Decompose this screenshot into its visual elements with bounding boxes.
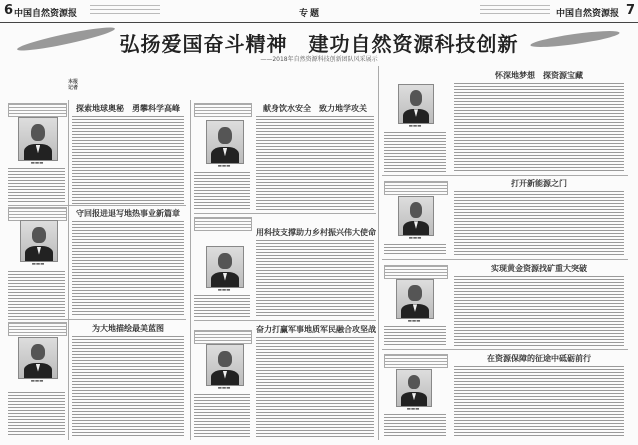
photo-caption: ▬▬▬	[31, 262, 45, 267]
article-text	[384, 244, 446, 256]
photo-caption: ▬▬▬	[217, 164, 231, 169]
portrait-photo	[398, 196, 434, 236]
article-text	[194, 295, 250, 317]
article-headline: 实现黄金资源找矿重大突破	[491, 263, 587, 273]
column-rule	[68, 100, 69, 440]
photo-caption: ▬▬▬	[30, 161, 44, 166]
article-text	[194, 172, 250, 210]
right-paper-name: 中国自然资源报	[556, 9, 620, 19]
profile-box	[8, 103, 67, 117]
profile-box	[194, 330, 252, 344]
column-rule	[190, 100, 191, 440]
article-text	[72, 336, 184, 437]
article-text	[8, 168, 65, 202]
article-text	[72, 116, 184, 204]
article-headline: 探索地球奥秘 勇攀科学高峰	[76, 103, 180, 113]
portrait-photo	[206, 344, 244, 386]
article-headline: 为大地描绘最美蓝图	[92, 323, 164, 333]
photo-caption: ▬▬▬	[30, 379, 44, 384]
portrait-photo	[18, 337, 58, 379]
article-headline: 打开新能源之门	[511, 178, 567, 188]
left-header-meta	[90, 5, 160, 17]
section-rule	[382, 259, 628, 260]
profile-box	[194, 217, 252, 231]
profile-box	[8, 207, 67, 221]
article-text	[454, 366, 624, 437]
profile-box	[8, 322, 67, 336]
article-text	[454, 191, 624, 256]
article-headline: 在资源保障的征途中砥砺前行	[487, 353, 591, 363]
portrait-photo	[18, 117, 58, 161]
photo-caption: ▬▬▬	[408, 124, 422, 129]
section-rule	[382, 349, 628, 350]
section-rule	[8, 205, 186, 206]
article-text	[256, 240, 374, 317]
right-header-meta	[480, 5, 550, 17]
article-text	[454, 276, 624, 346]
article-text	[8, 392, 65, 437]
section-rule	[194, 213, 376, 214]
banner	[10, 26, 628, 66]
article-text	[454, 83, 624, 172]
banner-subtitle: ——2018年自然资源科技创新团队风采展示	[260, 56, 378, 63]
banner-title: 弘扬爱国奋斗精神 建功自然资源科技创新	[119, 32, 519, 56]
portrait-photo	[206, 120, 244, 164]
article-text	[194, 394, 250, 437]
article-text	[256, 337, 374, 437]
photo-caption: ▬▬▬	[407, 319, 421, 324]
left-page-number: 6	[4, 3, 14, 18]
article-headline: 怀深地梦想 探资源宝藏	[495, 70, 583, 80]
profile-box	[384, 354, 448, 368]
photo-caption: ▬▬▬	[217, 288, 231, 293]
right-page-number: 7	[626, 3, 636, 18]
portrait-photo	[396, 369, 432, 407]
article-text	[384, 326, 446, 346]
portrait-photo	[20, 220, 58, 262]
article-text	[384, 132, 446, 172]
photo-caption: ▬▬▬	[408, 236, 422, 241]
article-headline: 守回报进退写地热事业新篇章	[76, 208, 180, 218]
profile-box	[194, 103, 252, 117]
section-rule	[8, 319, 186, 320]
byline: 本报记者	[68, 79, 79, 91]
portrait-photo	[206, 246, 244, 288]
left-paper-name: 中国自然资源报	[14, 9, 78, 19]
portrait-photo	[396, 279, 434, 319]
column-rule	[378, 66, 379, 440]
section-label: 专题	[299, 9, 322, 19]
article-headline: 献身饮水安全 致力地学攻关	[263, 103, 367, 113]
profile-box	[384, 265, 448, 279]
page-header	[0, 0, 638, 23]
photo-caption: ▬▬▬	[217, 386, 231, 391]
article-text	[8, 271, 65, 317]
section-rule	[382, 175, 628, 176]
photo-caption: ▬▬▬	[406, 407, 420, 412]
section-rule	[194, 320, 376, 321]
article-text	[256, 116, 374, 210]
profile-box	[384, 181, 448, 195]
portrait-photo	[398, 84, 434, 124]
article-headline: 用科技支撑助力乡村振兴伟大使命	[256, 227, 376, 237]
article-text	[384, 414, 446, 437]
article-text	[72, 221, 184, 315]
article-headline: 奋力打赢军事地质军民融合攻坚战	[256, 324, 376, 334]
